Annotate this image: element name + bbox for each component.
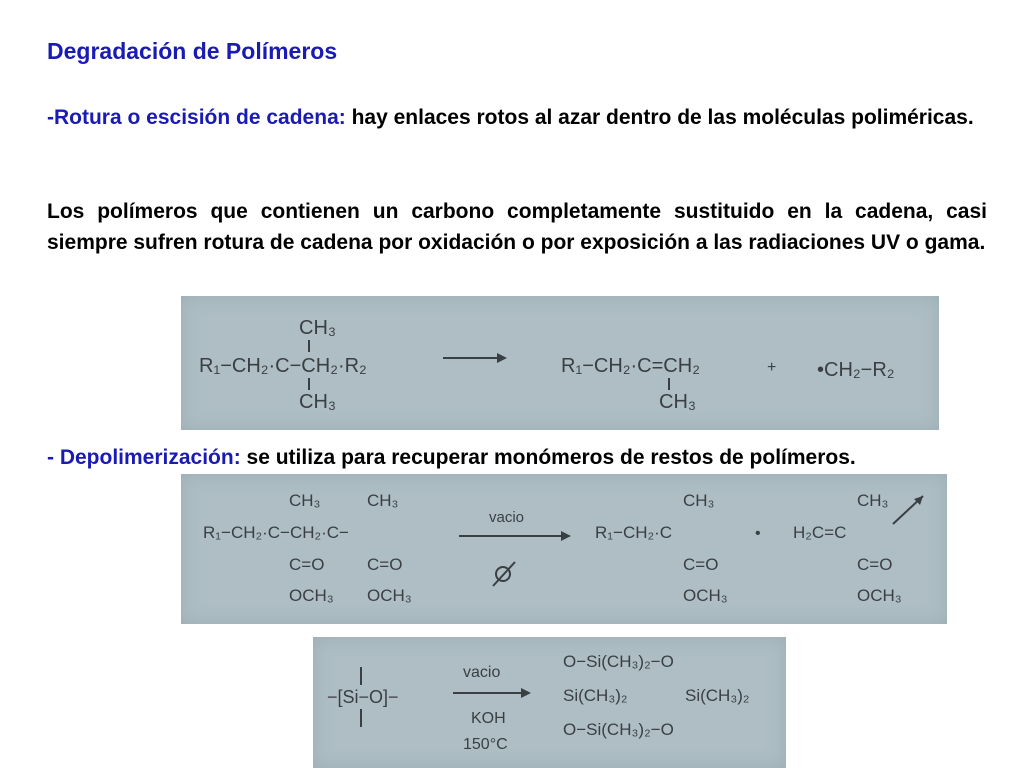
reaction-diagram-1 [181,296,939,430]
text-chain-scission: hay enlaces rotos al azar dentro de las moléculas poliméricas. [345,106,974,129]
reaction-arrow-3 [453,688,531,698]
carbonyl-a: C=O [289,555,325,574]
carbonyl-b: C=O [367,555,403,574]
ch3-product-label: CH₃ [659,391,697,413]
carbonyl-c: C=O [683,555,719,574]
methoxy-a: OCH₃ [289,586,334,605]
arrow-top-vacio: vacio [463,664,501,681]
ring-mid-left: Si(CH₃)₂ [563,686,628,705]
reactant-chain: R₁−CH₂·C−CH₂·R₂ [199,355,367,377]
ch3-label-b: CH₃ [367,491,399,510]
ring-top: O−Si(CH₃)₂−O [563,652,674,671]
reactant-chain-2: R₁−CH₂·C−CH₂·C− [203,523,349,542]
reaction-diagram-2 [181,474,947,624]
ch3-label-c: CH₃ [683,491,715,510]
gas-release-arrow-icon [893,496,923,524]
arrow-label-vacio: vacio [489,509,525,526]
methoxy-d: OCH₃ [857,586,902,605]
carbonyl-d: C=O [857,555,893,574]
ring-mid-right: Si(CH₃)₂ [685,686,750,705]
reaction-diagram-3 [313,637,786,768]
product-alkene: R₁−CH₂·C=CH₂ [561,355,700,377]
plus-sign-1: + [767,359,777,376]
heat-symbol-icon [493,562,515,586]
ch3-label-a: CH₃ [289,491,321,510]
ring-bottom: O−Si(CH₃)₂−O [563,720,674,739]
arrow-bottom-temperature: 150°C [463,736,508,753]
methoxy-c: OCH₃ [683,586,728,605]
reaction-arrow-2 [459,531,571,541]
term-depolymerization: - Depolimerización: [47,446,241,469]
monomer-product: H₂C=C [793,523,847,542]
paragraph-depolymerization [47,442,987,473]
product-chain-2: R₁−CH₂·C [595,523,673,542]
page-title: Degradación de Polímeros [47,38,338,64]
methoxy-b: OCH₃ [367,586,412,605]
text-depolymerization: se utiliza para recuperar monómeros de restos de polímeros. [240,446,856,469]
siloxane-monomer: −[Si−O]− [327,687,399,707]
ch3-top-label: CH₃ [299,317,337,339]
paragraph-chain-scission [47,102,987,133]
term-chain-scission: -Rotura o escisión de cadena: [47,106,346,129]
reaction-image-siloxane [313,637,786,768]
plus-sign-2: • [755,525,761,542]
paragraph-substituted-carbon: Los polímeros que contienen un carbono completamente sustituido en la cadena, casi siempre sufren rotura de cadena por oxidación o por exposición a las radiaciones UV o gama. [47,200,987,254]
reaction-image-depolymerization [181,474,947,624]
reaction-arrow-1 [443,353,507,363]
product-radical: •CH₂−R₂ [817,359,895,381]
arrow-bottom-koh: KOH [471,710,506,727]
ch3-bottom-label: CH₃ [299,391,337,413]
reaction-image-chain-scission [181,296,939,430]
ch3-label-d: CH₃ [857,491,889,510]
